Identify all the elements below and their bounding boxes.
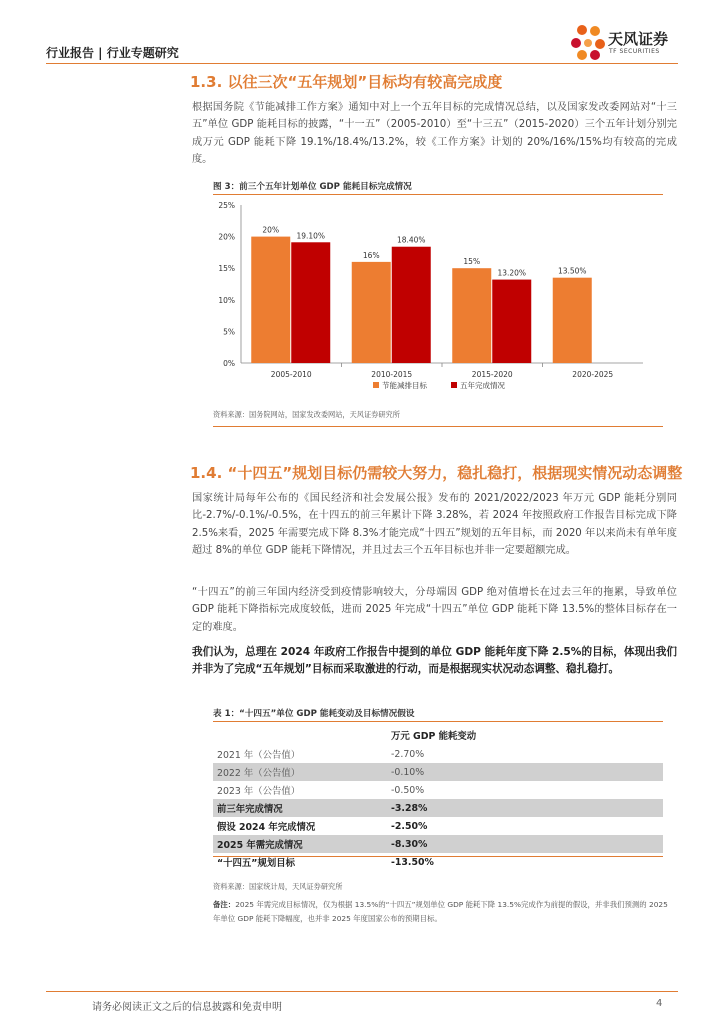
gdp-energy-table bbox=[213, 725, 663, 871]
table-row-label: 前三年完成情况 bbox=[213, 799, 387, 817]
section-1-4-paragraph-3: 我们认为，总理在 2024 年政府工作报告中提到的单位 GDP 能耗年度下降 2.5%的目标，体现出我们并非为了完成“五年规划”目标而采取激进的行动，而是根据现实状况动态调整、稳扎稳打。 bbox=[192, 646, 677, 676]
figure-source: 资料来源：国务院网站，国家发改委网站，天风证券研究所 bbox=[213, 410, 400, 419]
data-label: 13.20% bbox=[497, 268, 527, 278]
table-note-label: 备注： bbox=[213, 900, 236, 909]
section-1-4-paragraph-2: “十四五”的前三年国内经济受到疫情影响较大，分母端因 GDP 绝对值增长在过去三年的拖累，导致单位 GDP 能耗下降指标完成度较低，进而 2025 年完成“十四五”单位 GDP 能耗下降 13.5%的整体目标存在一定的难度。 bbox=[192, 587, 677, 633]
figure-title: 图 3：前三个五年计划单位 GDP 能耗目标完成情况 bbox=[213, 182, 412, 192]
figure-top-rule bbox=[213, 194, 663, 195]
y-tick-label: 0% bbox=[223, 359, 235, 368]
chart-legend bbox=[373, 380, 505, 390]
table-row-value: -8.30% bbox=[387, 835, 663, 853]
header-divider bbox=[46, 63, 678, 64]
bar-0-3 bbox=[553, 278, 592, 363]
x-tick-label: 2005-2010 bbox=[270, 370, 312, 379]
table-row-label: 假设 2024 年完成情况 bbox=[217, 822, 316, 833]
table-row bbox=[213, 745, 663, 763]
table-title: 表 1：“十四五”单位 GDP 能耗变动及目标情况假设 bbox=[213, 709, 415, 719]
logo-flower-icon bbox=[571, 25, 605, 60]
footer-disclaimer: 请务必阅读正文之后的信息披露和免责申明 bbox=[92, 1002, 282, 1013]
data-label: 15% bbox=[463, 257, 481, 267]
table-row bbox=[213, 799, 663, 817]
footer-divider bbox=[46, 991, 678, 992]
bar-1-2 bbox=[492, 280, 531, 363]
table-row-value: -0.50% bbox=[391, 784, 425, 796]
logo-text: 天风证券 bbox=[608, 30, 669, 48]
table-row-label: 2023 年（公告值） bbox=[217, 786, 301, 797]
bar-0-1 bbox=[352, 262, 391, 363]
table-row-value: -2.50% bbox=[391, 820, 428, 832]
table-row bbox=[213, 817, 663, 835]
logo-subtext: TF SECURITIES bbox=[609, 48, 660, 55]
y-tick-label: 15% bbox=[218, 264, 235, 274]
table-row bbox=[213, 781, 663, 799]
table-row bbox=[213, 835, 663, 853]
table-row-value: -13.50% bbox=[391, 856, 434, 868]
table-row bbox=[213, 763, 663, 781]
section-1-3-paragraph: 根据国务院《节能减排工作方案》通知中对上一个五年目标的完成情况总结，以及国家发改委网站对“十三五”单位 GDP 能耗目标的披露，“十一五”（2005-2010）至“十三五”（2015-2020）三个五年计划分别完成万元 GDP 能耗下降 19.1%/18.4%/13.2%，较《工作方案》计划的 20%/16%/15%均有较高的完成度。 bbox=[192, 102, 677, 166]
y-tick-label: 5% bbox=[223, 327, 235, 337]
section-1-4-paragraph-1: 国家统计局每年公布的《国民经济和社会发展公报》发布的 2021/2022/2023 年万元 GDP 能耗分别同比-2.7%/-0.1%/-0.5%，在十四五的前三年累计下降 3.28%，若 2024 年按照政府工作报告目标完成下降 2.5%来看，2025 年需要完成下降 8.3%才能完成“十四五”规划的五年目标，而 2020 年以来尚未有单年度超过 8%的单位 GDP 能耗下降情况，并且过去三个五年目标也并非一定要超额完成。 bbox=[192, 493, 677, 557]
table-row-label: “十四五”规划目标 bbox=[217, 858, 295, 869]
chart-bars bbox=[251, 237, 592, 363]
page-number: 4 bbox=[656, 998, 663, 1009]
table-row-value: -0.10% bbox=[387, 763, 663, 781]
table-bottom-rule bbox=[213, 856, 663, 857]
table-row-label: 2025 年需完成情况 bbox=[213, 835, 387, 853]
table-row-value: -2.70% bbox=[391, 748, 425, 760]
bar-1-1 bbox=[392, 247, 431, 363]
x-tick-label: 2015-2020 bbox=[471, 370, 513, 379]
data-label: 13.50% bbox=[557, 266, 587, 276]
y-tick-label: 20% bbox=[218, 232, 235, 242]
figure-bottom-rule bbox=[213, 426, 663, 427]
table-header-blank bbox=[213, 725, 387, 745]
section-heading-1-4: 1.4. “十四五”规划目标仍需较大努力，稳扎稳打，根据现实情况动态调整 bbox=[190, 464, 683, 482]
bar-0-2 bbox=[452, 268, 491, 363]
legend-label: 五年完成情况 bbox=[460, 381, 505, 390]
bar-1-0 bbox=[291, 242, 330, 363]
x-tick-label: 2020-2025 bbox=[572, 370, 614, 379]
table-row-label: 2022 年（公告值） bbox=[213, 763, 387, 781]
legend-swatch bbox=[373, 382, 379, 388]
data-label: 16% bbox=[362, 250, 380, 260]
table-row-value: -3.28% bbox=[387, 799, 663, 817]
y-tick-label: 10% bbox=[218, 295, 235, 305]
data-label: 18.40% bbox=[396, 235, 426, 245]
table-column-header: 万元 GDP 能耗变动 bbox=[391, 731, 477, 742]
legend-label: 节能减排目标 bbox=[382, 381, 427, 390]
bar-chart bbox=[213, 196, 663, 402]
table-note bbox=[213, 898, 668, 926]
report-category: 行业报告 | 行业专题研究 bbox=[46, 46, 179, 60]
table-top-rule bbox=[213, 721, 663, 722]
table-note-text: 2025 年需完成目标情况，仅为根据 13.5%的“十四五”规划单位 GDP 能耗下降 13.5%完成作为前提的假设，并非我们预测的 2025 年单位 GDP 能耗下降幅度，也并非 2025 年度国家公布的预期目标。 bbox=[213, 900, 668, 923]
legend-swatch bbox=[451, 382, 457, 388]
bar-0-0 bbox=[251, 237, 290, 363]
data-label: 20% bbox=[262, 225, 280, 235]
section-heading-1-3: 1.3. 以往三次“五年规划”目标均有较高完成度 bbox=[190, 73, 503, 91]
table-row-label: 2021 年（公告值） bbox=[217, 750, 301, 761]
x-tick-label: 2010-2015 bbox=[371, 370, 413, 379]
table-source: 资料来源：国家统计局，天风证券研究所 bbox=[213, 882, 343, 891]
data-label: 19.10% bbox=[296, 231, 326, 241]
y-tick-label: 25% bbox=[218, 201, 235, 210]
table-header-row bbox=[213, 725, 663, 745]
